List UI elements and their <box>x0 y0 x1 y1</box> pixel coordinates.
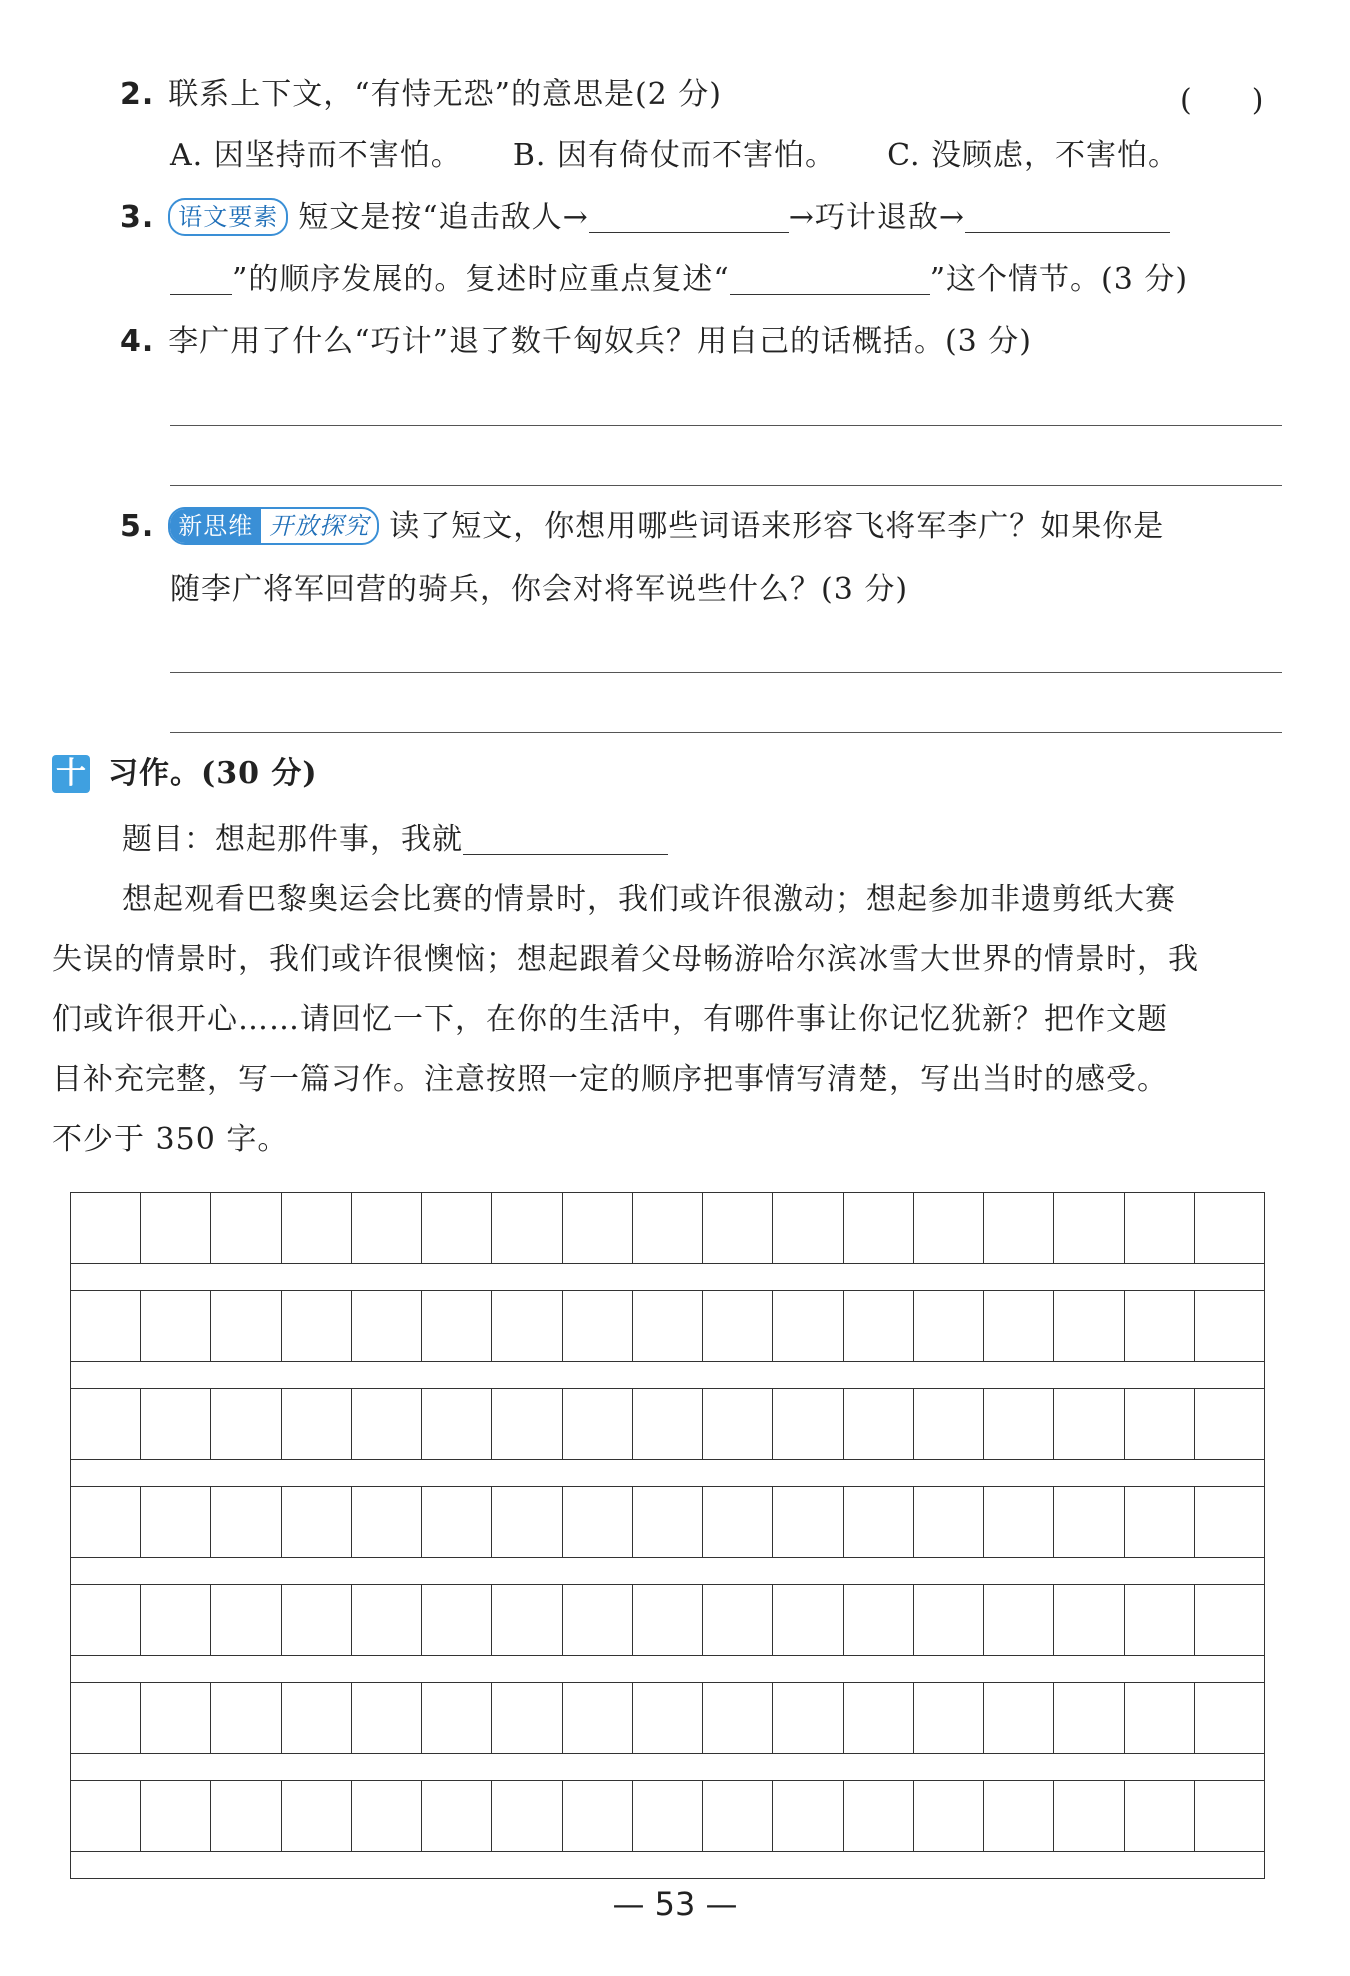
grid-cell[interactable] <box>914 1585 984 1655</box>
grid-cell[interactable] <box>844 1193 914 1263</box>
topic-blank[interactable] <box>463 824 668 855</box>
grid-cell[interactable] <box>703 1291 773 1361</box>
grid-cell[interactable] <box>633 1781 703 1851</box>
grid-cell[interactable] <box>492 1291 562 1361</box>
grid-cell[interactable] <box>352 1585 422 1655</box>
grid-cell[interactable] <box>1125 1389 1195 1459</box>
answer-parentheses[interactable]: ( ) <box>1180 83 1264 118</box>
answer-blank[interactable] <box>170 264 232 295</box>
grid-cell[interactable] <box>352 1389 422 1459</box>
grid-cell[interactable] <box>211 1781 281 1851</box>
grid-cell[interactable] <box>422 1683 492 1753</box>
grid-cell[interactable] <box>563 1291 633 1361</box>
new-thinking-tag: 新思维 开放探究 <box>168 507 379 545</box>
grid-cell[interactable] <box>71 1193 141 1263</box>
grid-spacer <box>71 1852 1264 1878</box>
prompt-line-5: 不少于 350 字。 <box>52 1122 289 1157</box>
grid-cell[interactable] <box>1054 1487 1124 1557</box>
grid-cell[interactable] <box>422 1585 492 1655</box>
question-text: 联系上下文，“有恃无恐”的意思是(2 分) <box>168 77 722 112</box>
answer-line[interactable] <box>170 732 1282 733</box>
grid-cell[interactable] <box>71 1291 141 1361</box>
grid-cell[interactable] <box>773 1193 843 1263</box>
grid-row <box>71 1781 1264 1852</box>
grid-cell[interactable] <box>282 1389 352 1459</box>
grid-row <box>71 1487 1264 1558</box>
section-title: 习作。(30 分) <box>108 756 318 791</box>
grid-cell[interactable] <box>773 1291 843 1361</box>
grid-cell[interactable] <box>422 1389 492 1459</box>
grid-cell[interactable] <box>211 1585 281 1655</box>
grid-cell[interactable] <box>282 1781 352 1851</box>
grid-cell[interactable] <box>71 1781 141 1851</box>
grid-cell[interactable] <box>71 1683 141 1753</box>
grid-cell[interactable] <box>282 1487 352 1557</box>
grid-cell[interactable] <box>984 1683 1054 1753</box>
grid-cell[interactable] <box>633 1585 703 1655</box>
grid-spacer <box>71 1460 1264 1487</box>
grid-cell[interactable] <box>563 1389 633 1459</box>
question-4 <box>120 322 1032 362</box>
question-text-part4: ”这个情节。(3 分) <box>929 262 1189 297</box>
writing-grid[interactable] <box>70 1192 1265 1879</box>
grid-cell[interactable] <box>1195 1683 1264 1753</box>
grid-cell[interactable] <box>211 1291 281 1361</box>
grid-spacer <box>71 1656 1264 1683</box>
grid-cell[interactable] <box>1195 1781 1264 1851</box>
grid-cell[interactable] <box>492 1389 562 1459</box>
grid-cell[interactable] <box>211 1683 281 1753</box>
prompt-line-1: 想起观看巴黎奥运会比赛的情景时，我们或许很激动；想起参加非遗剪纸大赛 <box>122 882 1176 917</box>
question-text-line2: 随李广将军回营的骑兵，你会对将军说些什么？(3 分) <box>170 572 909 607</box>
grid-cell[interactable] <box>1054 1585 1124 1655</box>
grid-cell[interactable] <box>914 1781 984 1851</box>
grid-cell[interactable] <box>1195 1585 1264 1655</box>
grid-cell[interactable] <box>773 1585 843 1655</box>
grid-cell[interactable] <box>563 1585 633 1655</box>
option-c[interactable]: C. 没顾虑，不害怕。 <box>887 138 1180 173</box>
grid-cell[interactable] <box>492 1193 562 1263</box>
grid-cell[interactable] <box>844 1291 914 1361</box>
grid-cell[interactable] <box>492 1781 562 1851</box>
grid-cell[interactable] <box>1054 1291 1124 1361</box>
grid-cell[interactable] <box>492 1683 562 1753</box>
grid-cell[interactable] <box>1125 1683 1195 1753</box>
grid-cell[interactable] <box>984 1585 1054 1655</box>
grid-cell[interactable] <box>422 1291 492 1361</box>
grid-cell[interactable] <box>914 1389 984 1459</box>
grid-cell[interactable] <box>984 1781 1054 1851</box>
grid-cell[interactable] <box>282 1683 352 1753</box>
essay-topic: 题目：想起那件事，我就 <box>122 820 668 860</box>
grid-cell[interactable] <box>211 1487 281 1557</box>
grid-cell[interactable] <box>563 1683 633 1753</box>
answer-blank[interactable] <box>730 264 930 295</box>
page-number: — 53 — <box>612 1885 738 1923</box>
grid-row <box>71 1193 1264 1264</box>
grid-cell[interactable] <box>422 1781 492 1851</box>
grid-cell[interactable] <box>211 1389 281 1459</box>
grid-cell[interactable] <box>703 1585 773 1655</box>
question-number: 3. <box>120 200 155 235</box>
grid-cell[interactable] <box>914 1487 984 1557</box>
grid-cell[interactable] <box>773 1389 843 1459</box>
grid-cell[interactable] <box>1195 1487 1264 1557</box>
grid-cell[interactable] <box>844 1487 914 1557</box>
grid-cell[interactable] <box>633 1389 703 1459</box>
question-5 <box>120 507 1164 547</box>
grid-cell[interactable] <box>352 1291 422 1361</box>
grid-cell[interactable] <box>703 1781 773 1851</box>
grid-cell[interactable] <box>141 1781 211 1851</box>
answer-line[interactable] <box>170 485 1282 486</box>
grid-cell[interactable] <box>563 1487 633 1557</box>
grid-cell[interactable] <box>844 1389 914 1459</box>
grid-cell[interactable] <box>844 1585 914 1655</box>
question-3 <box>120 198 1170 238</box>
grid-cell[interactable] <box>71 1487 141 1557</box>
grid-cell[interactable] <box>352 1781 422 1851</box>
grid-cell[interactable] <box>703 1683 773 1753</box>
answer-blank[interactable] <box>589 202 789 233</box>
grid-cell[interactable] <box>211 1193 281 1263</box>
grid-row <box>71 1389 1264 1460</box>
grid-cell[interactable] <box>633 1487 703 1557</box>
grid-cell[interactable] <box>563 1193 633 1263</box>
grid-cell[interactable] <box>1054 1389 1124 1459</box>
grid-cell[interactable] <box>633 1291 703 1361</box>
grid-cell[interactable] <box>141 1683 211 1753</box>
question-text-part3: ”的顺序发展的。复述时应重点复述“ <box>232 262 730 297</box>
language-element-tag: 语文要素 <box>168 198 288 236</box>
grid-cell[interactable] <box>352 1193 422 1263</box>
grid-cell[interactable] <box>492 1585 562 1655</box>
grid-cell[interactable] <box>71 1389 141 1459</box>
grid-cell[interactable] <box>633 1193 703 1263</box>
prompt-line-3: 们或许很开心……请回忆一下，在你的生活中，有哪件事让你记忆犹新？把作文题 <box>52 1002 1168 1037</box>
question-number: 2. <box>120 77 155 112</box>
grid-cell[interactable] <box>703 1193 773 1263</box>
grid-cell[interactable] <box>773 1781 843 1851</box>
grid-cell[interactable] <box>984 1487 1054 1557</box>
option-a[interactable]: A. 因坚持而不害怕。 <box>170 138 462 173</box>
grid-cell[interactable] <box>1125 1291 1195 1361</box>
grid-cell[interactable] <box>1195 1291 1264 1361</box>
grid-cell[interactable] <box>492 1487 562 1557</box>
grid-cell[interactable] <box>773 1487 843 1557</box>
grid-row <box>71 1683 1264 1754</box>
grid-cell[interactable] <box>1195 1389 1264 1459</box>
grid-cell[interactable] <box>1054 1781 1124 1851</box>
grid-cell[interactable] <box>141 1585 211 1655</box>
grid-spacer <box>71 1362 1264 1389</box>
grid-spacer <box>71 1264 1264 1291</box>
grid-cell[interactable] <box>914 1683 984 1753</box>
prompt-line-4: 目补充完整，写一篇习作。注意按照一定的顺序把事情写清楚，写出当时的感受。 <box>52 1062 1168 1097</box>
grid-cell[interactable] <box>352 1487 422 1557</box>
grid-cell[interactable] <box>1125 1487 1195 1557</box>
question-number: 4. <box>120 324 155 359</box>
grid-cell[interactable] <box>844 1683 914 1753</box>
grid-cell[interactable] <box>1125 1193 1195 1263</box>
grid-cell[interactable] <box>703 1487 773 1557</box>
grid-spacer <box>71 1558 1264 1585</box>
question-2 <box>120 75 722 115</box>
answer-line[interactable] <box>170 672 1282 673</box>
grid-cell[interactable] <box>773 1683 843 1753</box>
option-b[interactable]: B. 因有倚仗而不害怕。 <box>512 138 836 173</box>
grid-row <box>71 1291 1264 1362</box>
grid-cell[interactable] <box>1125 1585 1195 1655</box>
grid-cell[interactable] <box>422 1487 492 1557</box>
question-3-cont <box>170 260 1188 300</box>
grid-cell[interactable] <box>141 1291 211 1361</box>
grid-cell[interactable] <box>984 1291 1054 1361</box>
grid-cell[interactable] <box>1054 1193 1124 1263</box>
grid-cell[interactable] <box>1125 1781 1195 1851</box>
grid-cell[interactable] <box>703 1389 773 1459</box>
grid-cell[interactable] <box>282 1291 352 1361</box>
grid-row <box>71 1585 1264 1656</box>
grid-cell[interactable] <box>844 1781 914 1851</box>
question-text: 李广用了什么“巧计”退了数千匈奴兵？用自己的话概括。(3 分) <box>168 324 1032 359</box>
question-2-options <box>170 136 1179 176</box>
grid-cell[interactable] <box>1195 1193 1264 1263</box>
question-text-part1: 短文是按“追击敌人→ <box>298 200 589 235</box>
grid-cell[interactable] <box>282 1585 352 1655</box>
grid-cell[interactable] <box>422 1193 492 1263</box>
grid-cell[interactable] <box>71 1585 141 1655</box>
answer-blank[interactable] <box>965 202 1170 233</box>
grid-cell[interactable] <box>984 1389 1054 1459</box>
grid-cell[interactable] <box>914 1193 984 1263</box>
grid-cell[interactable] <box>563 1781 633 1851</box>
answer-line[interactable] <box>170 425 1282 426</box>
grid-cell[interactable] <box>352 1683 422 1753</box>
grid-cell[interactable] <box>1054 1683 1124 1753</box>
grid-cell[interactable] <box>141 1193 211 1263</box>
question-number: 5. <box>120 509 155 544</box>
question-5-cont <box>170 570 908 610</box>
grid-cell[interactable] <box>914 1291 984 1361</box>
grid-cell[interactable] <box>984 1193 1054 1263</box>
section-ten-icon: 十 <box>52 755 90 793</box>
grid-frame <box>70 1192 1265 1879</box>
grid-spacer <box>71 1754 1264 1781</box>
prompt-line-2: 失误的情景时，我们或许很懊恼；想起跟着父母畅游哈尔滨冰雪大世界的情景时，我 <box>52 942 1199 977</box>
grid-cell[interactable] <box>282 1193 352 1263</box>
question-text-line1: 读了短文，你想用哪些词语来形容飞将军李广？如果你是 <box>389 509 1165 544</box>
grid-cell[interactable] <box>141 1487 211 1557</box>
grid-cell[interactable] <box>633 1683 703 1753</box>
grid-cell[interactable] <box>141 1389 211 1459</box>
question-text-part2: →巧计退敌→ <box>788 200 966 235</box>
